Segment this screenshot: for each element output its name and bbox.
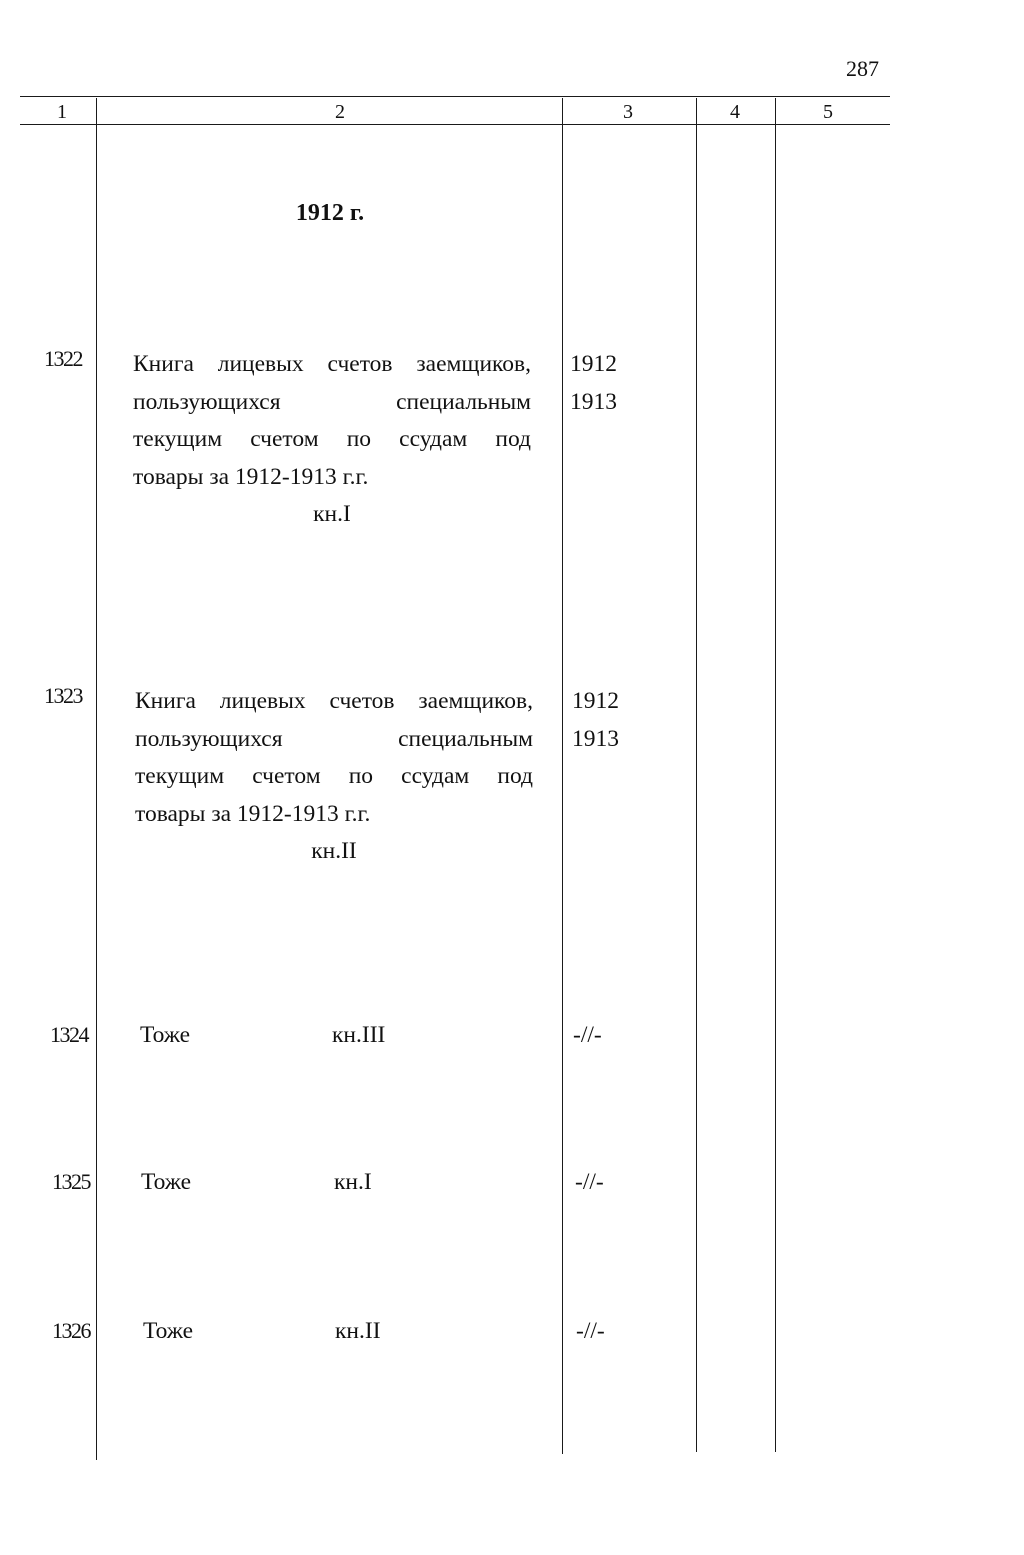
volume-label: кн.II xyxy=(335,1318,381,1344)
page-number: 287 xyxy=(846,56,879,81)
column-header-4: 4 xyxy=(730,101,740,123)
description-line: текущим счетом по ссудам под xyxy=(135,763,533,789)
column-header-5: 5 xyxy=(823,101,833,123)
description-line: пользующихся специальным xyxy=(135,725,533,752)
column-divider-4 xyxy=(775,98,776,1452)
description-line: Книга лицевых счетов заемщиков, xyxy=(133,351,531,377)
row-dates xyxy=(572,683,619,758)
row-number: 1322 xyxy=(44,346,82,371)
ditto-dates: -//- xyxy=(576,1318,605,1344)
section-year-heading: 1912 г. xyxy=(295,200,365,226)
date-end: 1913 xyxy=(570,388,617,415)
date-start: 1912 xyxy=(572,688,619,714)
ditto-label: Тоже xyxy=(140,1022,191,1048)
date-end: 1913 xyxy=(572,725,619,752)
column-header-1: 1 xyxy=(57,101,67,123)
ditto-label: Тоже xyxy=(141,1169,192,1195)
ditto-dates: -//- xyxy=(575,1169,604,1195)
description-line: Книга лицевых счетов заемщиков, xyxy=(135,688,533,714)
volume-label: кн.II xyxy=(311,838,357,864)
column-divider-2 xyxy=(562,98,563,1454)
volume-label: кн.I xyxy=(313,501,351,527)
row-number: 1324 xyxy=(50,1022,88,1047)
volume-label: кн.III xyxy=(332,1022,386,1048)
row-number: 1323 xyxy=(44,683,82,708)
row-dates xyxy=(570,346,617,421)
column-divider-1 xyxy=(96,98,97,1460)
row-description xyxy=(135,683,533,871)
row-number: 1325 xyxy=(52,1169,90,1194)
volume-label: кн.I xyxy=(334,1169,372,1195)
header-top-rule xyxy=(20,96,890,97)
ditto-dates: -//- xyxy=(573,1022,602,1048)
description-line: пользующихся специальным xyxy=(133,388,531,415)
date-start: 1912 xyxy=(570,351,617,377)
ditto-label: Тоже xyxy=(143,1318,194,1344)
column-divider-3 xyxy=(696,98,697,1452)
description-line: товары за 1912-1913 г.г. xyxy=(135,800,371,827)
description-line: товары за 1912-1913 г.г. xyxy=(133,463,369,490)
row-description xyxy=(133,346,531,534)
description-line: текущим счетом по ссудам под xyxy=(133,426,531,452)
row-number: 1326 xyxy=(52,1318,90,1343)
column-header-2: 2 xyxy=(335,101,345,123)
header-bottom-rule xyxy=(20,124,890,125)
column-header-3: 3 xyxy=(623,101,633,123)
